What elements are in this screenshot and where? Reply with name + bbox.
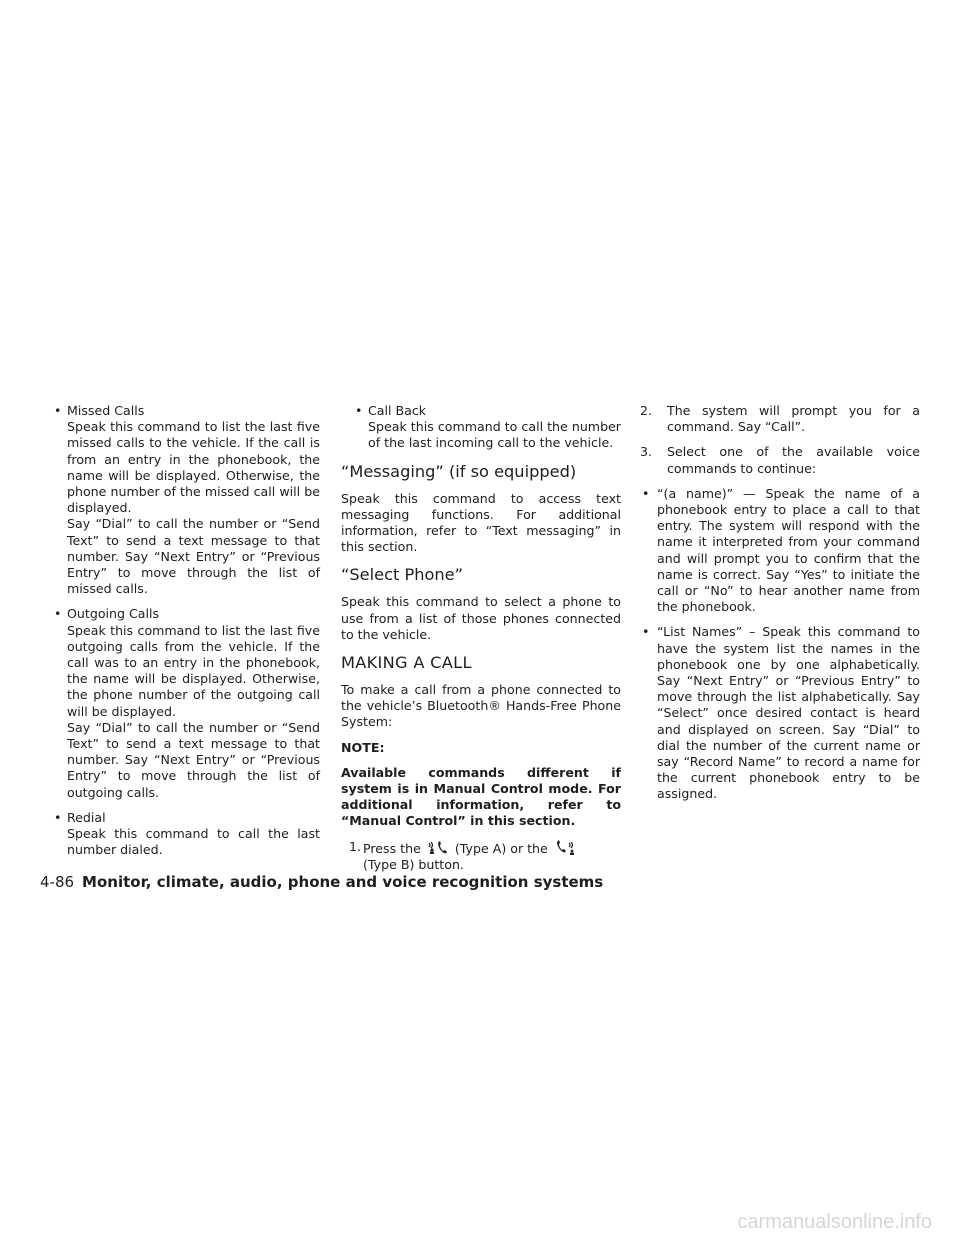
column-3 [640,403,920,812]
section-title: Monitor, climate, audio, phone and voice recognition systems [82,873,604,891]
making-a-call-text: To make a call from a phone connected to the vehicle’s Bluetooth® Hands-Free Phone System: [341,682,621,730]
note-label: NOTE: [341,739,385,755]
list-item-call-back [341,403,621,452]
step-3 [640,444,920,476]
step-text-type-a: (Type A) or the [454,840,548,856]
list-item-redial [40,810,320,859]
list-item-outgoing-calls [40,606,320,800]
bullet: • [642,624,650,640]
bullet: • [54,606,62,622]
watermark: carmanualsonline.info [737,1211,932,1233]
item-text: Speak this command to call the number of the last incoming call to the vehicle. [368,419,621,451]
bullet: • [355,403,363,418]
select-phone-heading: “Select Phone” [341,565,463,585]
step-text: Select one of the available voice commands to continue: [667,444,920,476]
step-1 [341,839,621,873]
bullet: • [642,485,650,501]
item-title: Missed Calls [67,403,145,418]
phone-voice-icon [554,839,576,856]
item-text: Say “Dial” to call the number or “Send Text” to send a text message to that number. Say “Next Entry” or “Previous Entry” to move through the list of missed calls. [67,516,320,597]
item-text: Speak this command to list the last five outgoing calls from the vehicle. If the call was to an entry in the phonebook, the name will be displayed. Otherwise, the phone number of the outgoing call will be displayed. [67,622,320,719]
step-text: The system will prompt you for a command. Say “Call”. [667,403,920,435]
bullet: • [54,403,62,418]
select-phone-text: Speak this command to select a phone to use from a list of those phones connected to the vehicle. [341,594,621,642]
page-footer [40,873,603,891]
item-title: Outgoing Calls [67,606,160,622]
item-text: “(a name)” — Speak the name of a phonebook entry to place a call to that entry. The system will respond with the name it interpreted from your command and will prompt you to confirm that the name is correct. Say “Yes” to initiate the call or “No” to hear another name from the phonebook. [657,485,920,615]
step-text-press: Press the [363,840,421,856]
item-text: “List Names” – Speak this command to have the system list the names in the phonebook one by one alphabetically. Say “Next Entry” or “Previous Entry” to move through the list alphabetically. Say “Select” once desired contact is heard and displayed on screen. Say “Dial” to dial the number of the current name or say “Record Name” to record a name for the current phonebook entry to be assigned. [657,624,920,802]
list-item-a-name [640,486,920,616]
step-text-type-b: (Type B) button. [363,856,464,872]
list-item-list-names [640,624,920,802]
item-text: Say “Dial” to call the number or “Send Text” to send a text message to that number. Say “Next Entry” or “Previous Entry” to move through the list of outgoing calls. [67,719,320,800]
item-text: Speak this command to call the last number dialed. [67,826,320,858]
messaging-heading: “Messaging” (if so equipped) [341,461,577,481]
bullet: • [54,809,62,825]
step-2 [640,403,920,435]
making-a-call-heading: MAKING A CALL [341,653,472,673]
column-2 [341,403,621,873]
item-text: Speak this command to list the last five missed calls to the vehicle. If the call is from an entry in the phonebook, the name will be displayed. Otherwise, the phone number of the missed call will be displayed. [67,419,320,516]
item-title: Call Back [368,403,427,418]
step-number: 3. [640,444,653,460]
item-title: Redial [67,809,106,825]
column-1 [40,403,320,867]
note-text: Available commands different if system is in Manual Control mode. For additional information, refer to “Manual Control” in this section. [341,764,621,829]
list-item-missed-calls [40,403,320,597]
messaging-text: Speak this command to access text messaging functions. For additional information, refer to “Text messaging” in this section. [341,490,621,555]
voice-phone-icon [427,839,449,856]
step-number: 1. [349,838,362,854]
page-number: 4-86 [40,873,75,891]
step-number: 2. [640,403,653,418]
